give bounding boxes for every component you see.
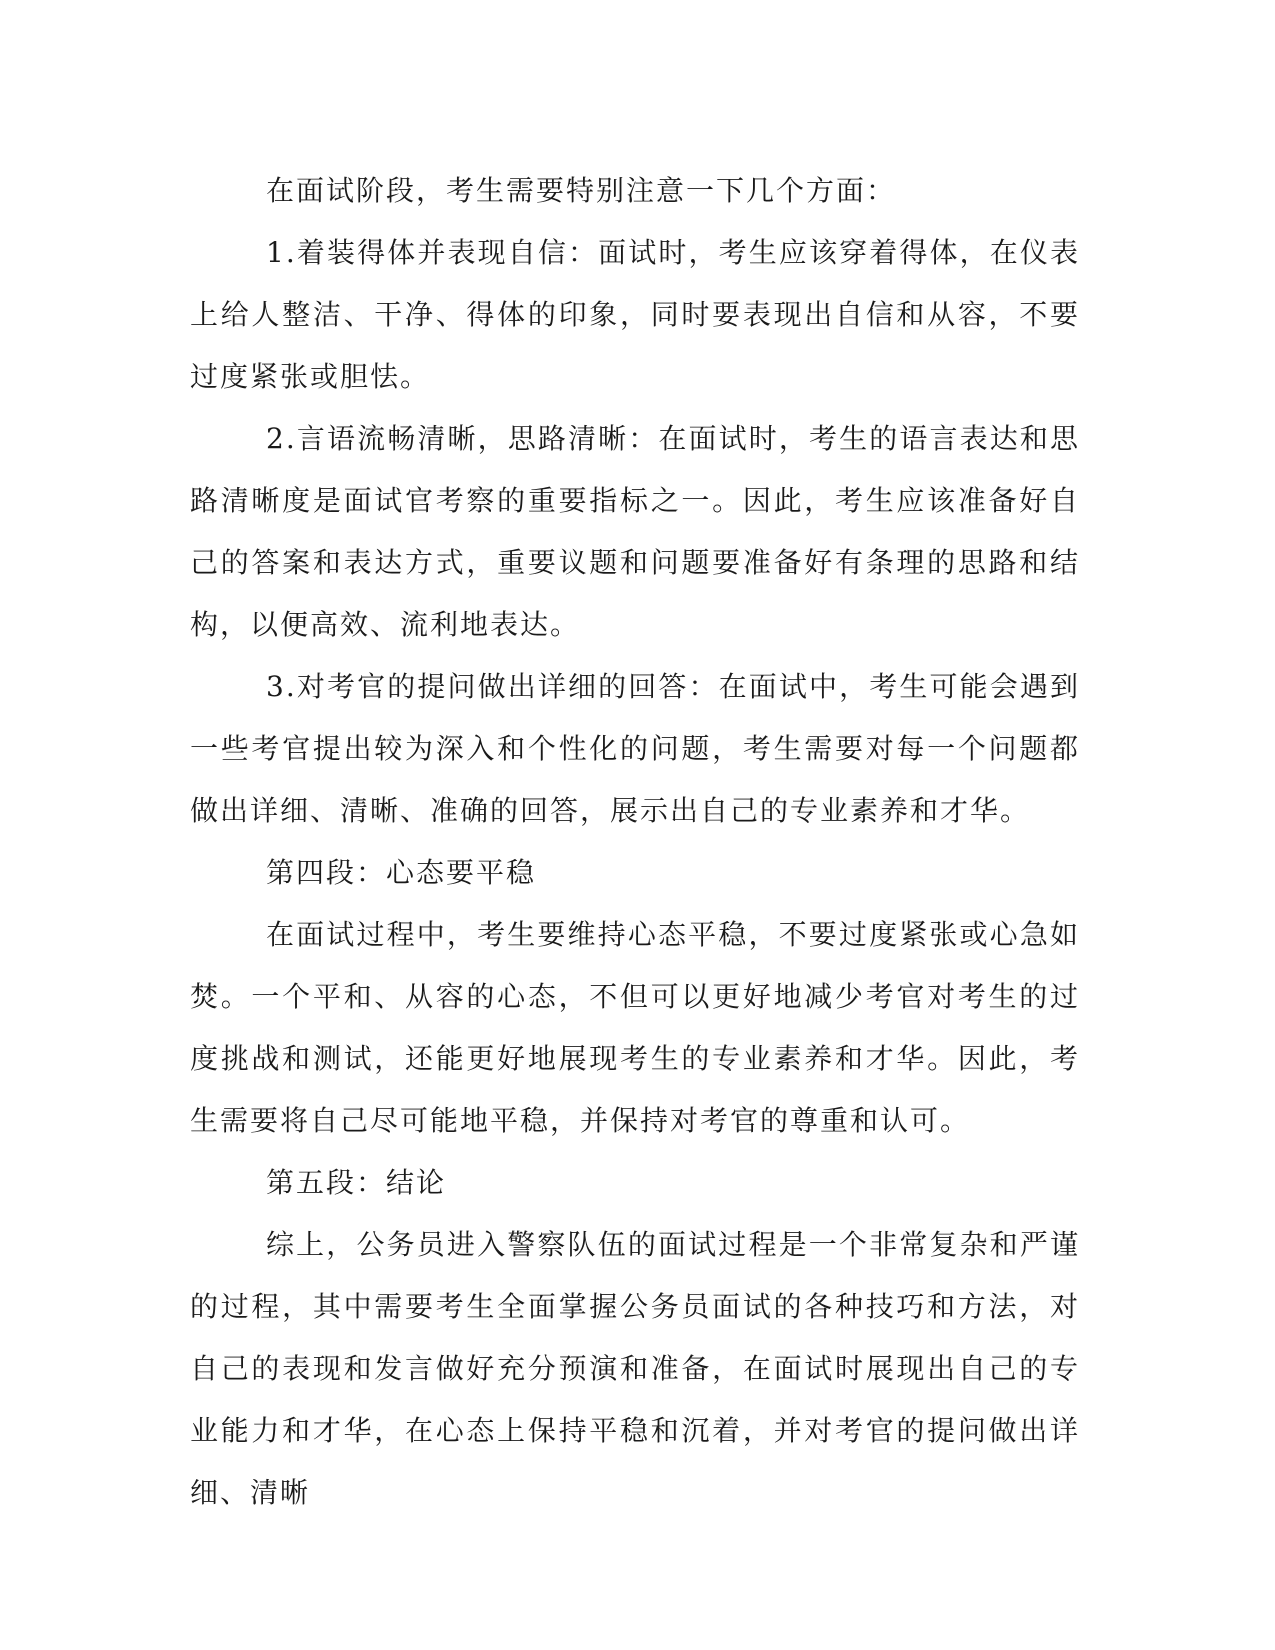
paragraph-point-1: 1.着装得体并表现自信：面试时，考生应该穿着得体，在仪表上给人整洁、干净、得体的印象，同时要表现出自信和从容，不要过度紧张或胆怯。	[190, 236, 1080, 393]
paragraph-conclusion: 综上，公务员进入警察队伍的面试过程是一个非常复杂和严谨的过程，其中需要考生全面掌握公务员面试的各种技巧和方法，对自己的表现和发言做好充分预演和准备，在面试时展现出自己的专业能力和才华，在心态上保持平稳和沉着，并对考官的提问做出详细、清晰	[190, 1228, 1080, 1509]
paragraph-intro: 在面试阶段，考生需要特别注意一下几个方面：	[266, 174, 897, 207]
section-heading-4: 第四段：心态要平稳	[266, 856, 537, 889]
paragraph-section-4: 在面试过程中，考生要维持心态平稳，不要过度紧张或心急如焚。一个平和、从容的心态，不但可以更好地减少考官对考生的过度挑战和测试，还能更好地展现考生的专业素养和才华。因此，考生需要将自己尽可能地平稳，并保持对考官的尊重和认可。	[190, 918, 1080, 1137]
document-body	[190, 160, 1080, 1524]
paragraph-point-3: 3.对考官的提问做出详细的回答：在面试中，考生可能会遇到一些考官提出较为深入和个性化的问题，考生需要对每一个问题都做出详细、清晰、准确的回答，展示出自己的专业素养和才华。	[190, 670, 1080, 827]
section-heading-5: 第五段：结论	[266, 1166, 447, 1199]
paragraph-point-2: 2.言语流畅清晰，思路清晰：在面试时，考生的语言表达和思路清晰度是面试官考察的重要指标之一。因此，考生应该准备好自己的答案和表达方式，重要议题和问题要准备好有条理的思路和结构，以便高效、流利地表达。	[190, 422, 1080, 641]
